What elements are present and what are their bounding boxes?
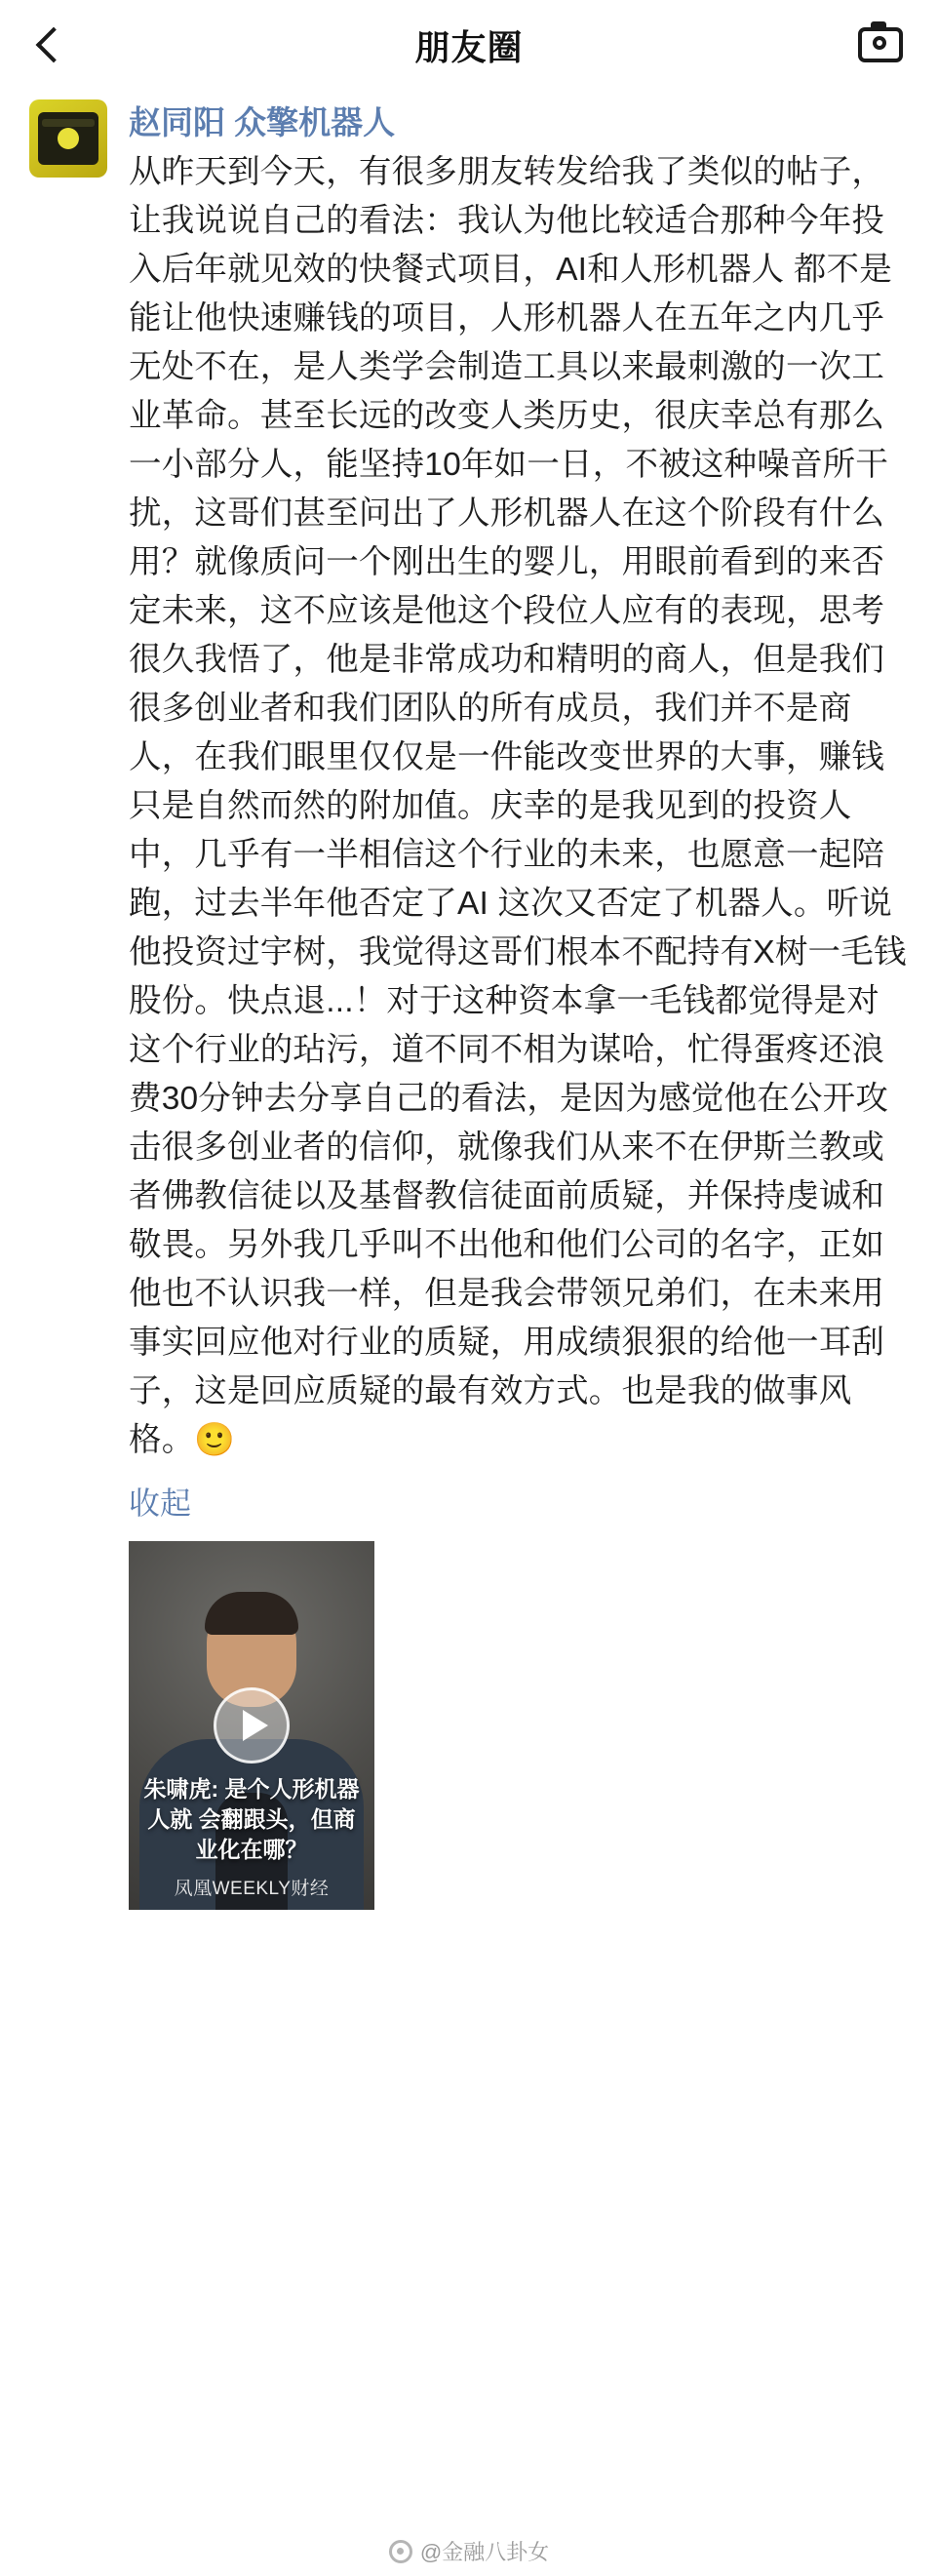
page-header — [0, 0, 938, 90]
back-button[interactable] — [35, 18, 90, 72]
post-body — [129, 99, 909, 1910]
video-person-hair — [205, 1592, 298, 1635]
video-thumbnail[interactable] — [129, 1541, 374, 1910]
video-caption: 朱啸虎: 是个人形机器人就 会翻跟头，但商业化在哪？ — [143, 1775, 360, 1862]
post-content: 从昨天到今天，有很多朋友转发给我了类似的帖子，让我说说自己的看法：我认为他比较适合那种今年投入后年就见效的快餐式项目，AI和人形机器人 都不是能让他快速赚钱的项目，人形机器人在五年之内几乎无处不在，是人类学会制造工具以来最刺激的一次工业革命。甚至长远的改变人类历史，很庆幸总有那么一小部分人，能坚持10年如一日，不被这种噪音所干扰，这哥们甚至问出了人形机器人在这个阶段有什么用？就像质问一个刚出生的婴儿，用眼前看到的来否定未来，这不应该是他这个段位人应有的表现，思考很久我悟了，他是非常成功和精明的商人，但是我们很多创业者和我们团队的所有成员，我们并不是商人，在我们眼里仅仅是一件能改变世界的大事，赚钱只是自然而然的附加值。庆幸的是我见到的投资人中，几乎有一半相信这个行业的未来，也愿意一起陪跑，过去半年他否定了AI 这次又否定了机器人。听说他投资过宇树，我觉得这哥们根本不配持有X树一毛钱股份。快点退...！对于这种资本拿一毛钱都觉得是对这个行业的玷污，道不同不相为谋哈，忙得蛋疼还浪费30分钟去分享自己的看法，是因为感觉他在公开攻击很多创业者的信仰，就像我们从来不在伊斯兰教或者佛教信徒以及基督教信徒面前质疑，并保持虔诚和敬畏。另外我几乎叫不出他和他们公司的名字，正如他也不认识我一样，但是我会带领兄弟们，在未来用事实回应他对行业的质疑，用成绩狠狠的给他一耳刮子，这是回应质疑的最有效方式。也是我的做事风格。🙂 — [129, 153, 907, 1458]
back-chevron-icon — [36, 27, 72, 63]
page-title: 朋友圈 — [414, 26, 524, 67]
watermark — [0, 2536, 938, 2566]
post — [0, 90, 938, 1910]
avatar[interactable] — [29, 99, 107, 178]
avatar-bar — [42, 119, 95, 127]
avatar-dot — [58, 128, 79, 149]
watermark-text: @金融八卦女 — [419, 2540, 550, 2564]
play-button[interactable] — [214, 1687, 290, 1764]
collapse-button[interactable]: 收起 — [129, 1485, 192, 1521]
play-icon — [243, 1710, 268, 1741]
camera-button[interactable] — [848, 18, 903, 72]
camera-icon — [858, 27, 903, 62]
video-source: 凤凰WEEKLY财经 — [174, 1878, 330, 1899]
weibo-icon — [389, 2540, 412, 2563]
video-container — [129, 1541, 374, 1910]
post-author[interactable]: 赵同阳 众擎机器人 — [129, 104, 396, 140]
